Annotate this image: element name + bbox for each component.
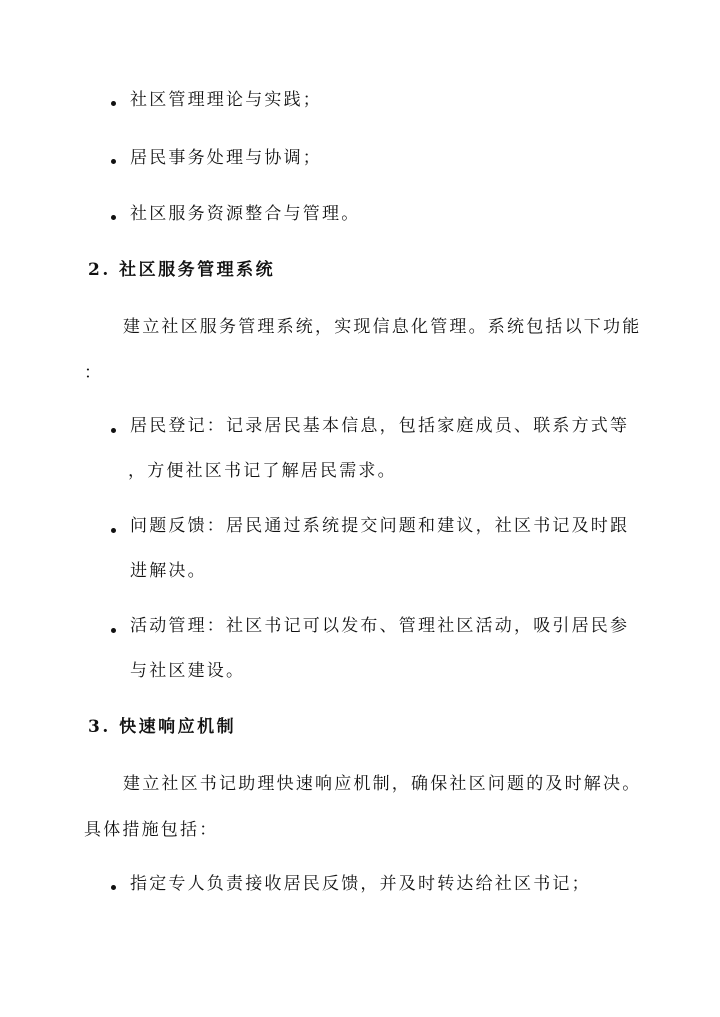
bullet-icon	[111, 101, 116, 106]
bullet-icon	[111, 428, 116, 433]
list-item: 问题反馈：居民通过系统提交问题和建议，社区书记及时跟	[130, 516, 630, 536]
bullet-icon	[111, 528, 116, 533]
list-item: 居民登记：记录居民基本信息，包括家庭成员、联系方式等	[130, 416, 630, 436]
list-item: 社区服务资源整合与管理。	[130, 204, 361, 224]
list-item: 居民事务处理与协调；	[130, 148, 322, 168]
list-item-continuation: 进解决。	[130, 561, 207, 581]
list-item-continuation: ，方便社区书记了解居民需求。	[128, 461, 397, 481]
paragraph-line: 具体措施包括：	[84, 820, 219, 840]
list-item: 指定专人负责接收居民反馈，并及时转达给社区书记；	[130, 874, 591, 894]
list-item-continuation: 与社区建设。	[130, 661, 246, 681]
paragraph-line: 建立社区书记助理快速响应机制，确保社区问题的及时解决。	[123, 774, 642, 794]
bullet-icon	[111, 159, 116, 164]
section-heading: 2. 社区服务管理系统	[88, 260, 276, 280]
paragraph-line: 建立社区服务管理系统，实现信息化管理。系统包括以下功能	[123, 317, 642, 337]
bullet-icon	[111, 628, 116, 633]
section-heading: 3. 快速响应机制	[88, 717, 237, 737]
list-item: 社区管理理论与实践；	[130, 90, 322, 110]
bullet-icon	[111, 885, 116, 890]
paragraph-line: ：	[84, 363, 104, 383]
list-item: 活动管理：社区书记可以发布、管理社区活动，吸引居民参	[130, 616, 630, 636]
bullet-icon	[111, 215, 116, 220]
